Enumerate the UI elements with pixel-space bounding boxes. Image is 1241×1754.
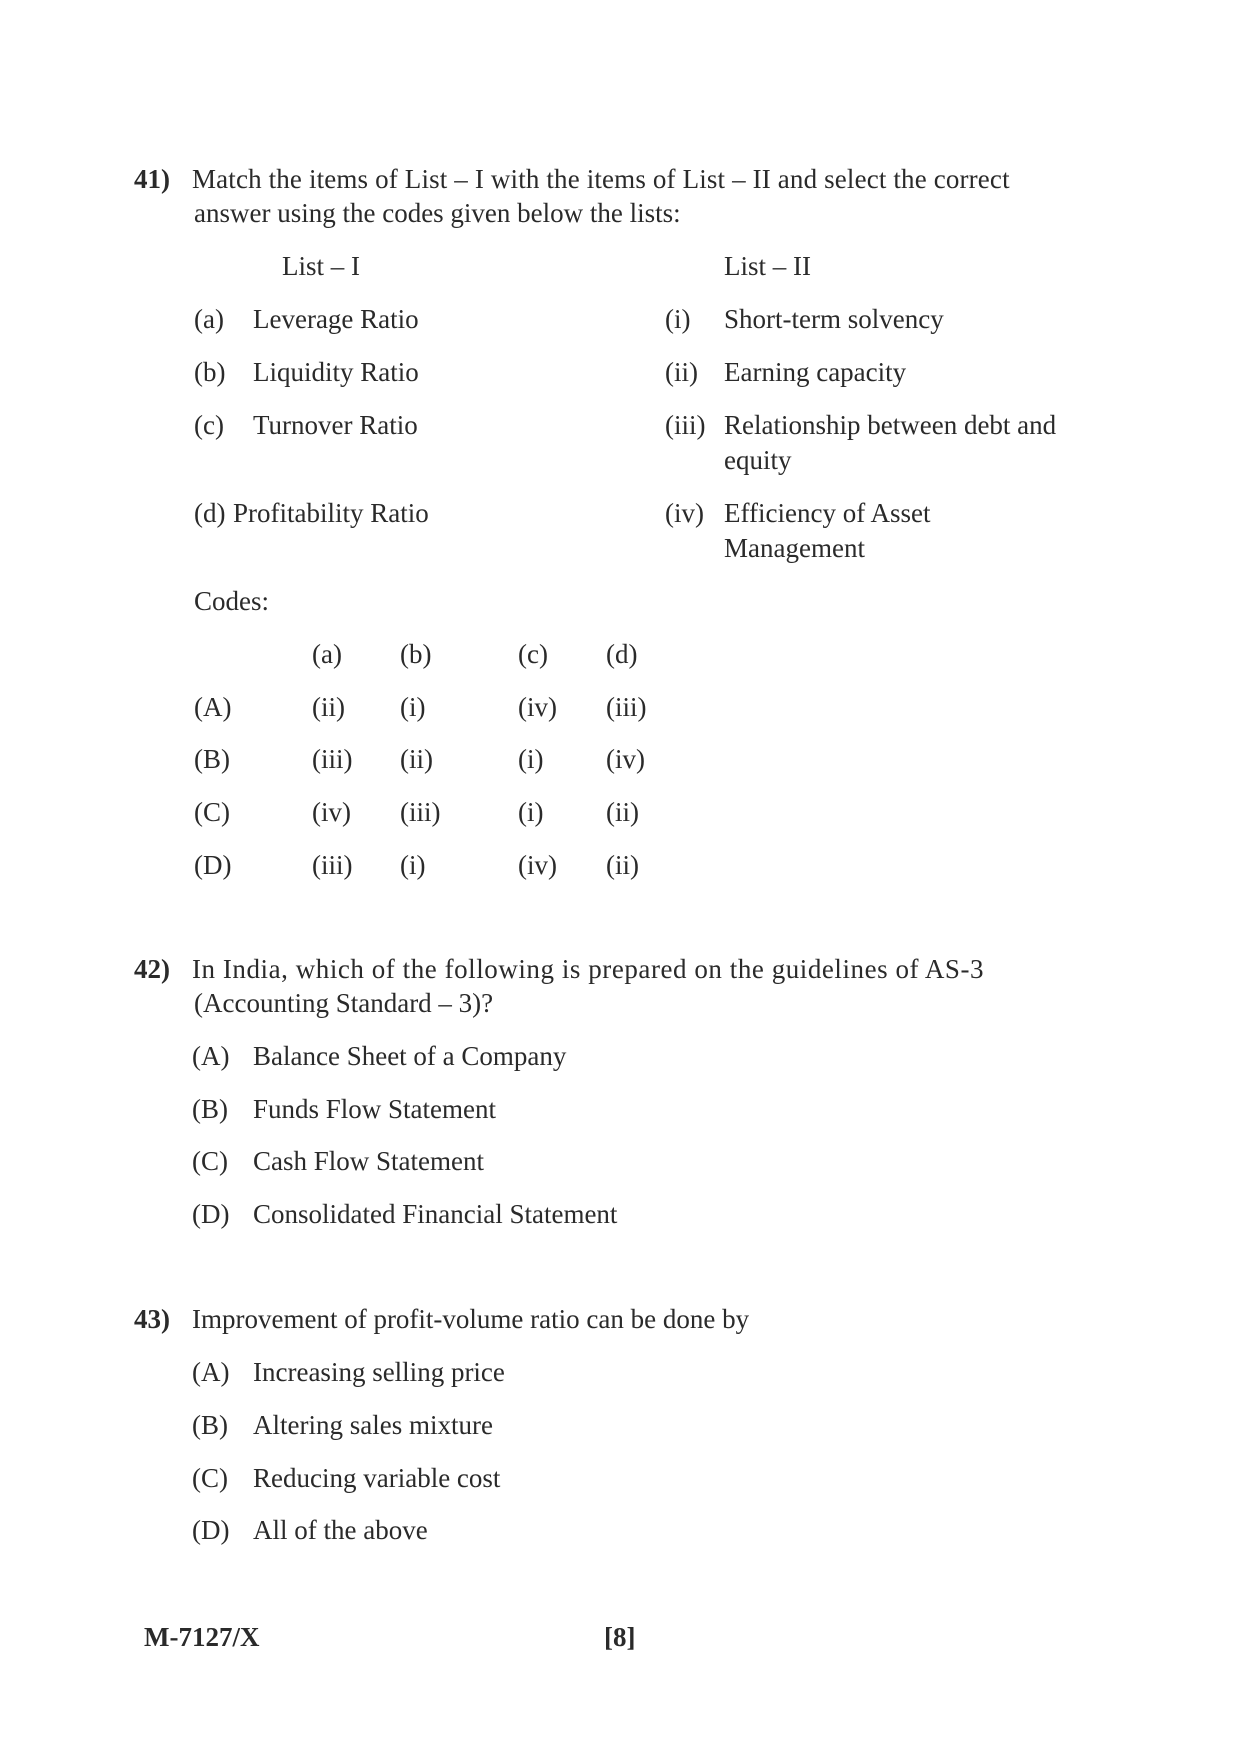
- list2-item-text-cont: Management: [724, 533, 865, 563]
- question-text-line2: (Accounting Standard – 3)?: [194, 988, 494, 1018]
- question-number: 43): [134, 1304, 170, 1334]
- codes-option-label: (C): [194, 797, 230, 827]
- question-number: 41): [134, 164, 170, 194]
- question-text-line1: Improvement of profit-volume ratio can be done by: [192, 1304, 750, 1334]
- list1-item-text: Turnover Ratio: [253, 410, 418, 440]
- option-text: Altering sales mixture: [253, 1410, 493, 1440]
- codes-cell: (iii): [312, 850, 353, 880]
- codes-cell: (iv): [606, 744, 645, 774]
- option-label: (C): [192, 1463, 228, 1493]
- list1-item-label: (a): [194, 304, 224, 334]
- codes-header-cell: (d): [606, 639, 638, 669]
- codes-cell: (iv): [518, 692, 557, 722]
- option-text: Consolidated Financial Statement: [253, 1199, 618, 1229]
- codes-cell: (ii): [400, 744, 433, 774]
- option-text: Cash Flow Statement: [253, 1146, 484, 1176]
- codes-cell: (iv): [312, 797, 351, 827]
- list2-item-text: Relationship between debt and: [724, 410, 1057, 440]
- list1-item-text: Leverage Ratio: [253, 304, 419, 334]
- list2-heading: List – II: [724, 251, 811, 281]
- codes-cell: (iii): [606, 692, 647, 722]
- option-label: (A): [192, 1041, 230, 1071]
- list2-item-text: Efficiency of Asset: [724, 498, 931, 528]
- list2-item-label: (i): [665, 304, 691, 334]
- paper-code: M-7127/X: [144, 1622, 260, 1652]
- question-text-line2: answer using the codes given below the lists:: [194, 198, 681, 228]
- option-label: (C): [192, 1146, 228, 1176]
- list1-item-text: Profitability Ratio: [233, 498, 429, 528]
- codes-cell: (i): [518, 797, 544, 827]
- codes-header-cell: (c): [518, 639, 548, 669]
- list2-item-text: Earning capacity: [724, 357, 907, 387]
- codes-cell: (i): [518, 744, 544, 774]
- list1-item-label: (b): [194, 357, 226, 387]
- option-text: Increasing selling price: [253, 1357, 505, 1387]
- codes-option-label: (B): [194, 744, 230, 774]
- codes-cell: (ii): [606, 850, 639, 880]
- list2-item-label: (iv): [665, 498, 704, 528]
- codes-header-cell: (a): [312, 639, 342, 669]
- list2-item-text-cont: equity: [724, 445, 792, 475]
- option-text: Reducing variable cost: [253, 1463, 501, 1493]
- codes-option-label: (D): [194, 850, 232, 880]
- codes-cell: (i): [400, 850, 426, 880]
- codes-cell: (ii): [606, 797, 639, 827]
- codes-label: Codes:: [194, 586, 270, 616]
- list2-item-label: (iii): [665, 410, 706, 440]
- option-label: (B): [192, 1410, 228, 1440]
- codes-header-cell: (b): [400, 639, 432, 669]
- list1-item-label: (d): [194, 498, 226, 528]
- option-label: (B): [192, 1094, 228, 1124]
- codes-cell: (iii): [400, 797, 441, 827]
- list2-item-label: (ii): [665, 357, 698, 387]
- list1-item-label: (c): [194, 410, 224, 440]
- codes-cell: (ii): [312, 692, 345, 722]
- question-text-line1: In India, which of the following is prepared on the guidelines of AS-3: [192, 954, 985, 984]
- list1-heading: List – I: [282, 251, 360, 281]
- codes-cell: (iv): [518, 850, 557, 880]
- question-text-line1: Match the items of List – I with the items of List – II and select the correct: [192, 164, 1010, 194]
- question-number: 42): [134, 954, 170, 984]
- page-number: [8]: [604, 1622, 636, 1652]
- codes-cell: (i): [400, 692, 426, 722]
- option-label: (D): [192, 1199, 230, 1229]
- codes-option-label: (A): [194, 692, 232, 722]
- option-label: (D): [192, 1515, 230, 1545]
- option-text: Funds Flow Statement: [253, 1094, 497, 1124]
- option-text: Balance Sheet of a Company: [253, 1041, 567, 1071]
- list2-item-text: Short-term solvency: [724, 304, 944, 334]
- option-label: (A): [192, 1357, 230, 1387]
- codes-cell: (iii): [312, 744, 353, 774]
- option-text: All of the above: [253, 1515, 428, 1545]
- list1-item-text: Liquidity Ratio: [253, 357, 419, 387]
